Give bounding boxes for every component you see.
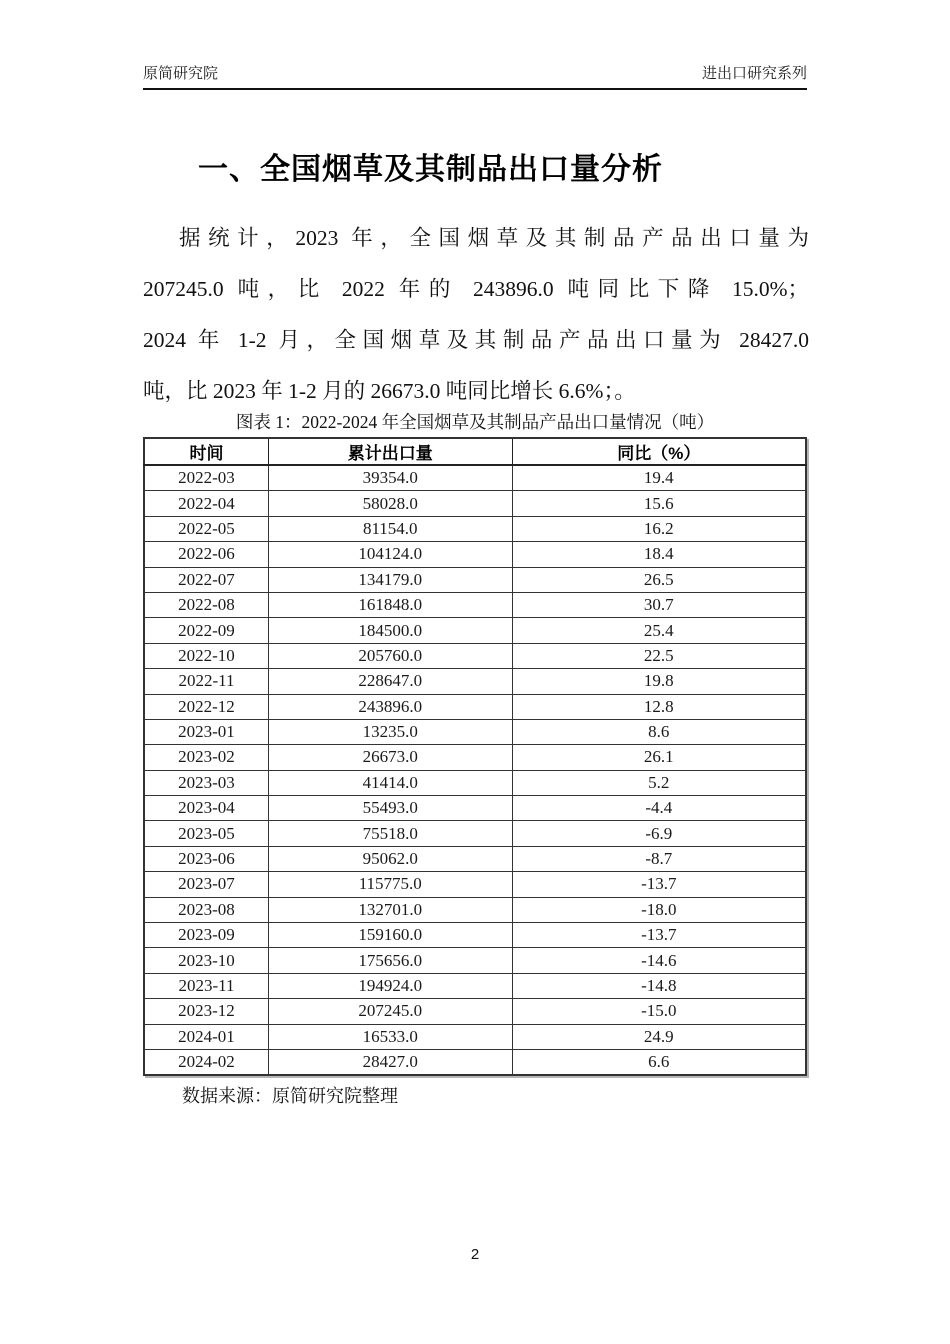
table-cell: 5.2 xyxy=(512,770,806,795)
table-cell: 194924.0 xyxy=(268,973,512,998)
table-row xyxy=(144,542,806,567)
table-cell: 161848.0 xyxy=(268,592,512,617)
table-cell: -13.7 xyxy=(512,872,806,897)
table-cell: 243896.0 xyxy=(268,694,512,719)
table-row xyxy=(144,872,806,897)
table-cell: 16533.0 xyxy=(268,1024,512,1049)
table-cell: 2022-09 xyxy=(144,618,268,643)
table-cell: 26673.0 xyxy=(268,745,512,770)
table-cell: 16.2 xyxy=(512,516,806,541)
section-title: 一、全国烟草及其制品出口量分析 xyxy=(198,153,663,186)
header-right-label: 进出口研究系列 xyxy=(701,65,807,82)
table-cell: 19.8 xyxy=(512,669,806,694)
table-row xyxy=(144,465,806,491)
table-cell: 30.7 xyxy=(512,592,806,617)
table-column-header: 时间 xyxy=(144,438,268,465)
table-cell: 58028.0 xyxy=(268,491,512,516)
table-cell: 2022-12 xyxy=(144,694,268,719)
table-column-header: 同比（%） xyxy=(512,438,806,465)
table-row xyxy=(144,821,806,846)
table-cell: 2023-04 xyxy=(144,796,268,821)
table-row xyxy=(144,719,806,744)
table-cell: 134179.0 xyxy=(268,567,512,592)
table-cell: 15.6 xyxy=(512,491,806,516)
table-cell: 2022-10 xyxy=(144,643,268,668)
table-cell: 2023-01 xyxy=(144,719,268,744)
table-cell: 2022-11 xyxy=(144,669,268,694)
table-cell: 132701.0 xyxy=(268,897,512,922)
export-volume-table xyxy=(143,437,807,1076)
table-cell: -4.4 xyxy=(512,796,806,821)
table-cell: -8.7 xyxy=(512,846,806,871)
paragraph-line: 吨，比 2023 年 1-2 月的 26673.0 吨同比增长 6.6%；。 xyxy=(143,379,636,403)
table-cell: 12.8 xyxy=(512,694,806,719)
table-row xyxy=(144,491,806,516)
paragraph-line: 207245.0 吨，比 2022 年的 243896.0 吨同比下降 15.0%； xyxy=(143,277,809,301)
table-row xyxy=(144,694,806,719)
table-body xyxy=(144,465,806,1075)
table-row xyxy=(144,516,806,541)
table-cell: 205760.0 xyxy=(268,643,512,668)
body-paragraph xyxy=(143,213,809,417)
table-cell: 13235.0 xyxy=(268,719,512,744)
table-row xyxy=(144,592,806,617)
table-cell: 41414.0 xyxy=(268,770,512,795)
table-row xyxy=(144,745,806,770)
table-row xyxy=(144,923,806,948)
table-row xyxy=(144,999,806,1024)
table-cell: 2023-11 xyxy=(144,973,268,998)
table-cell: 2022-08 xyxy=(144,592,268,617)
table-cell: 2022-03 xyxy=(144,465,268,491)
table-cell: 207245.0 xyxy=(268,999,512,1024)
table-row xyxy=(144,948,806,973)
table-cell: 2023-06 xyxy=(144,846,268,871)
table-column-header: 累计出口量 xyxy=(268,438,512,465)
table-cell: 2022-04 xyxy=(144,491,268,516)
table-cell: -15.0 xyxy=(512,999,806,1024)
table-cell: 24.9 xyxy=(512,1024,806,1049)
table-cell: 2023-08 xyxy=(144,897,268,922)
paragraph-line: 2024 年 1-2 月，全国烟草及其制品产品出口量为 28427.0 xyxy=(143,328,809,352)
table-row xyxy=(144,618,806,643)
table-cell: 2023-03 xyxy=(144,770,268,795)
table-caption: 图表 1：2022-2024 年全国烟草及其制品产品出口量情况（吨） xyxy=(235,412,715,432)
table-cell: 228647.0 xyxy=(268,669,512,694)
table-cell: 2023-05 xyxy=(144,821,268,846)
table-cell: 75518.0 xyxy=(268,821,512,846)
table-cell: -18.0 xyxy=(512,897,806,922)
table-cell: 2023-10 xyxy=(144,948,268,973)
data-source-note: 数据来源：原简研究院整理 xyxy=(182,1086,398,1106)
table-cell: 22.5 xyxy=(512,643,806,668)
table-header-row xyxy=(144,438,806,465)
table-row xyxy=(144,669,806,694)
table-cell: 2022-06 xyxy=(144,542,268,567)
table-cell: 175656.0 xyxy=(268,948,512,973)
paragraph-line: 据统计，2023 年，全国烟草及其制品产品出口量为 xyxy=(179,226,809,250)
table-cell: 2024-01 xyxy=(144,1024,268,1049)
page-header xyxy=(143,64,807,90)
table-cell: 39354.0 xyxy=(268,465,512,491)
table-cell: -14.6 xyxy=(512,948,806,973)
table-row xyxy=(144,770,806,795)
table-row xyxy=(144,846,806,871)
table-cell: 18.4 xyxy=(512,542,806,567)
table-cell: 2024-02 xyxy=(144,1049,268,1075)
table-cell: 159160.0 xyxy=(268,923,512,948)
table-row xyxy=(144,796,806,821)
table-cell: 8.6 xyxy=(512,719,806,744)
table-row xyxy=(144,1024,806,1049)
table-cell: -13.7 xyxy=(512,923,806,948)
table-cell: 95062.0 xyxy=(268,846,512,871)
table-cell: 26.1 xyxy=(512,745,806,770)
table-row xyxy=(144,643,806,668)
table-row xyxy=(144,567,806,592)
table-cell: 2022-05 xyxy=(144,516,268,541)
table-cell: 28427.0 xyxy=(268,1049,512,1075)
table-cell: 2023-07 xyxy=(144,872,268,897)
table-cell: 115775.0 xyxy=(268,872,512,897)
table-cell: 55493.0 xyxy=(268,796,512,821)
table-cell: 6.6 xyxy=(512,1049,806,1075)
table-cell: 25.4 xyxy=(512,618,806,643)
table-cell: 26.5 xyxy=(512,567,806,592)
table-cell: 184500.0 xyxy=(268,618,512,643)
table-cell: 2023-12 xyxy=(144,999,268,1024)
table-row xyxy=(144,973,806,998)
table-cell: -6.9 xyxy=(512,821,806,846)
table-cell: -14.8 xyxy=(512,973,806,998)
table-cell: 104124.0 xyxy=(268,542,512,567)
table-row xyxy=(144,1049,806,1075)
table-cell: 2022-07 xyxy=(144,567,268,592)
table-cell: 2023-09 xyxy=(144,923,268,948)
table-cell: 19.4 xyxy=(512,465,806,491)
table-cell: 81154.0 xyxy=(268,516,512,541)
page-number: 2 xyxy=(470,1246,480,1263)
header-left-label: 原简研究院 xyxy=(143,65,219,82)
table-cell: 2023-02 xyxy=(144,745,268,770)
table-row xyxy=(144,897,806,922)
